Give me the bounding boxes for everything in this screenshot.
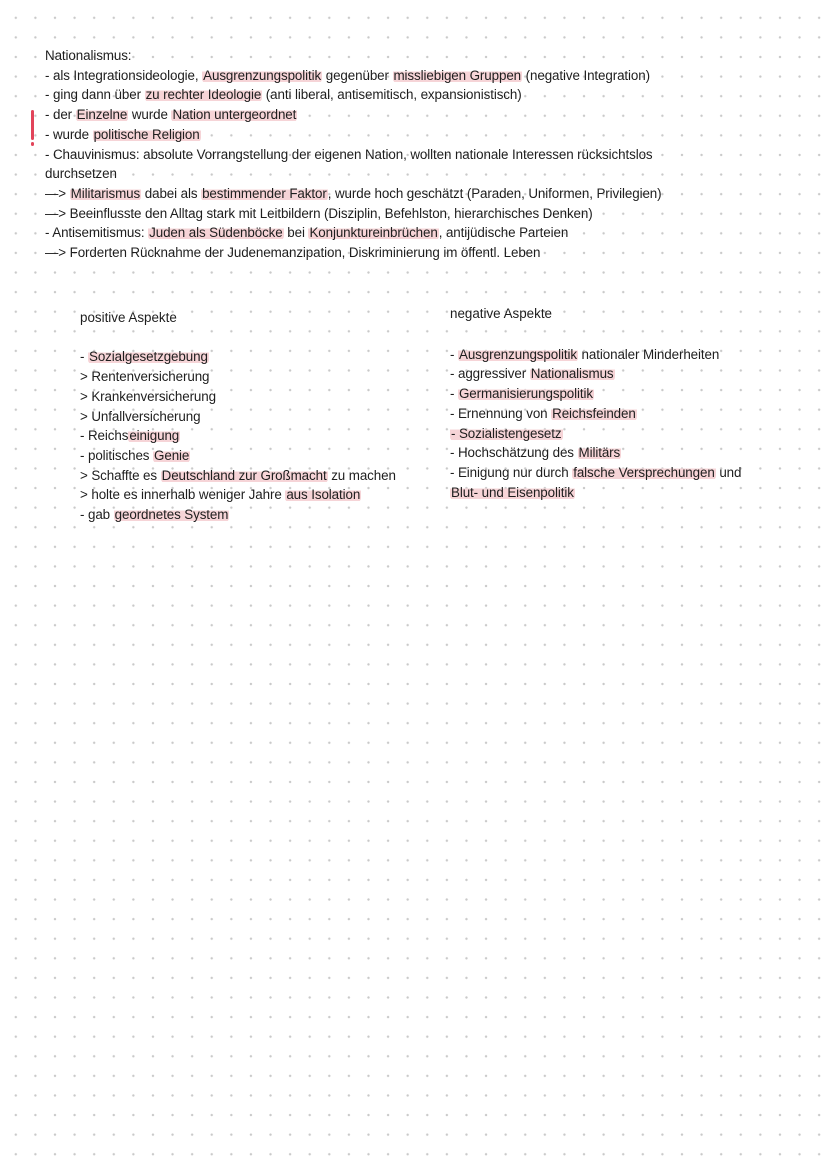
highlighted-text: einigung bbox=[129, 428, 180, 444]
negative-aspects-column bbox=[450, 304, 800, 502]
text-segment: zu machen bbox=[327, 467, 396, 483]
text-line bbox=[80, 426, 430, 446]
positive-aspects-column bbox=[80, 308, 430, 525]
text-line bbox=[45, 223, 805, 243]
text-line bbox=[80, 505, 430, 525]
highlighted-text: bestimmender Faktor bbox=[202, 185, 327, 201]
text-segment: > Schaffte es bbox=[80, 467, 161, 483]
text-segment: > Krankenversicherung bbox=[80, 388, 216, 404]
text-line bbox=[45, 164, 805, 184]
text-segment: - Reichs bbox=[80, 428, 129, 444]
text-segment: - bbox=[80, 349, 88, 365]
highlighted-text: geordnetes System bbox=[114, 507, 229, 523]
text-segment: bei bbox=[283, 225, 309, 241]
exclamation-dot-icon bbox=[31, 142, 34, 146]
negative-aspects-list bbox=[450, 345, 800, 503]
highlighted-text: Juden als Südenböcke bbox=[149, 225, 283, 241]
text-line bbox=[80, 367, 430, 387]
text-line bbox=[45, 85, 805, 105]
text-segment: —> Forderten Rücknahme der Judenemanzipation, Diskriminierung im öffentl. Leben bbox=[45, 245, 541, 261]
text-segment: - politisches bbox=[80, 447, 154, 463]
text-segment: und bbox=[715, 464, 742, 480]
text-line bbox=[45, 105, 805, 125]
text-line bbox=[45, 243, 805, 263]
highlighted-text: Nationalismus bbox=[530, 366, 614, 382]
text-line bbox=[450, 345, 800, 365]
highlighted-text: Genie bbox=[154, 447, 190, 463]
text-segment: > Unfallversicherung bbox=[80, 408, 201, 424]
nationalismus-section bbox=[45, 46, 805, 263]
text-line bbox=[45, 204, 805, 224]
text-segment: (negative Integration) bbox=[522, 67, 650, 83]
highlighted-text: politische Religion bbox=[93, 126, 200, 142]
text-line bbox=[45, 125, 805, 145]
highlighted-text: Konjunktureinbrüchen bbox=[309, 225, 438, 241]
highlighted-text: falsche Versprechungen bbox=[573, 464, 715, 480]
text-line bbox=[450, 384, 800, 404]
text-segment: - Chauvinismus: absolute Vorrangstellung der eigenen Nation, wollten nationale Interessen rücksichtslos bbox=[45, 146, 653, 162]
text-segment: - Hochschätzung des bbox=[450, 445, 578, 461]
highlighted-text: - Sozialistengesetz bbox=[451, 425, 562, 441]
text-segment: dabei als bbox=[141, 185, 202, 201]
text-line bbox=[80, 347, 430, 367]
highlighted-text: Ausgrenzungspolitik bbox=[458, 346, 577, 362]
text-segment: nationaler Minderheiten bbox=[577, 346, 720, 362]
text-line bbox=[450, 443, 800, 463]
text-line bbox=[450, 483, 800, 503]
text-segment: - aggressiver bbox=[450, 366, 530, 382]
text-line bbox=[45, 145, 805, 165]
text-line bbox=[80, 485, 430, 505]
highlighted-text: Deutschland zur Großmacht bbox=[161, 467, 327, 483]
text-segment: > Rentenversicherung bbox=[80, 369, 210, 385]
highlighted-text: Nation untergeordnet bbox=[172, 107, 297, 123]
text-segment: , antijüdische Parteien bbox=[438, 225, 569, 241]
text-segment: - als Integrationsideologie, bbox=[45, 67, 203, 83]
text-line bbox=[80, 466, 430, 486]
highlighted-text: Ausgrenzungspolitik bbox=[203, 67, 322, 83]
text-line bbox=[45, 66, 805, 86]
highlighted-text: Blut- und Eisenpolitik bbox=[451, 484, 574, 500]
text-line bbox=[450, 424, 800, 444]
positive-aspects-heading: positive Aspekte bbox=[80, 310, 177, 325]
text-segment: - Ernennung von bbox=[450, 405, 552, 421]
text-segment: (anti liberal, antisemitisch, expansionistisch) bbox=[262, 87, 522, 103]
text-segment: - bbox=[450, 346, 458, 362]
text-line bbox=[80, 387, 430, 407]
text-segment: > holte es innerhalb weniger Jahre bbox=[80, 487, 286, 503]
text-line bbox=[450, 463, 800, 483]
text-segment: wurde bbox=[128, 107, 172, 123]
highlighted-text: Reichsfeinden bbox=[552, 405, 636, 421]
text-segment: - bbox=[450, 386, 458, 402]
text-line bbox=[80, 446, 430, 466]
highlighted-text: Militärs bbox=[578, 445, 621, 461]
highlighted-text: Einzelne bbox=[76, 107, 128, 123]
text-segment: durchsetzen bbox=[45, 166, 117, 182]
highlighted-text: missliebigen Gruppen bbox=[393, 67, 522, 83]
text-segment: - gab bbox=[80, 507, 114, 523]
positive-aspects-list bbox=[80, 347, 430, 524]
text-segment: , wurde hoch geschätzt (Paraden, Uniformen, Privilegien) bbox=[327, 185, 662, 201]
highlighted-text: Sozialgesetzgebung bbox=[88, 349, 208, 365]
highlighted-text: Militarismus bbox=[70, 185, 141, 201]
text-segment: gegenüber bbox=[322, 67, 393, 83]
text-line bbox=[80, 407, 430, 427]
text-segment: —> bbox=[45, 185, 70, 201]
nationalismus-lines bbox=[45, 66, 805, 263]
highlighted-text: zu rechter Ideologie bbox=[145, 87, 262, 103]
text-segment: —> Beeinflusste den Alltag stark mit Leitbildern (Disziplin, Befehlston, hierarchisches Denken) bbox=[45, 205, 593, 221]
text-segment: - Einigung nur durch bbox=[450, 464, 573, 480]
negative-aspects-heading: negative Aspekte bbox=[450, 306, 552, 321]
text-segment: - der bbox=[45, 107, 76, 123]
highlighted-text: Germanisierungspolitik bbox=[458, 386, 593, 402]
text-line bbox=[450, 404, 800, 424]
text-line bbox=[450, 364, 800, 384]
text-segment: - wurde bbox=[45, 126, 93, 142]
text-segment: - Antisemitismus: bbox=[45, 225, 149, 241]
text-segment: - ging dann über bbox=[45, 87, 145, 103]
exclamation-mark-icon bbox=[31, 110, 34, 140]
nationalismus-title: Nationalismus: bbox=[45, 48, 132, 63]
highlighted-text: aus Isolation bbox=[286, 487, 361, 503]
text-line bbox=[45, 184, 805, 204]
